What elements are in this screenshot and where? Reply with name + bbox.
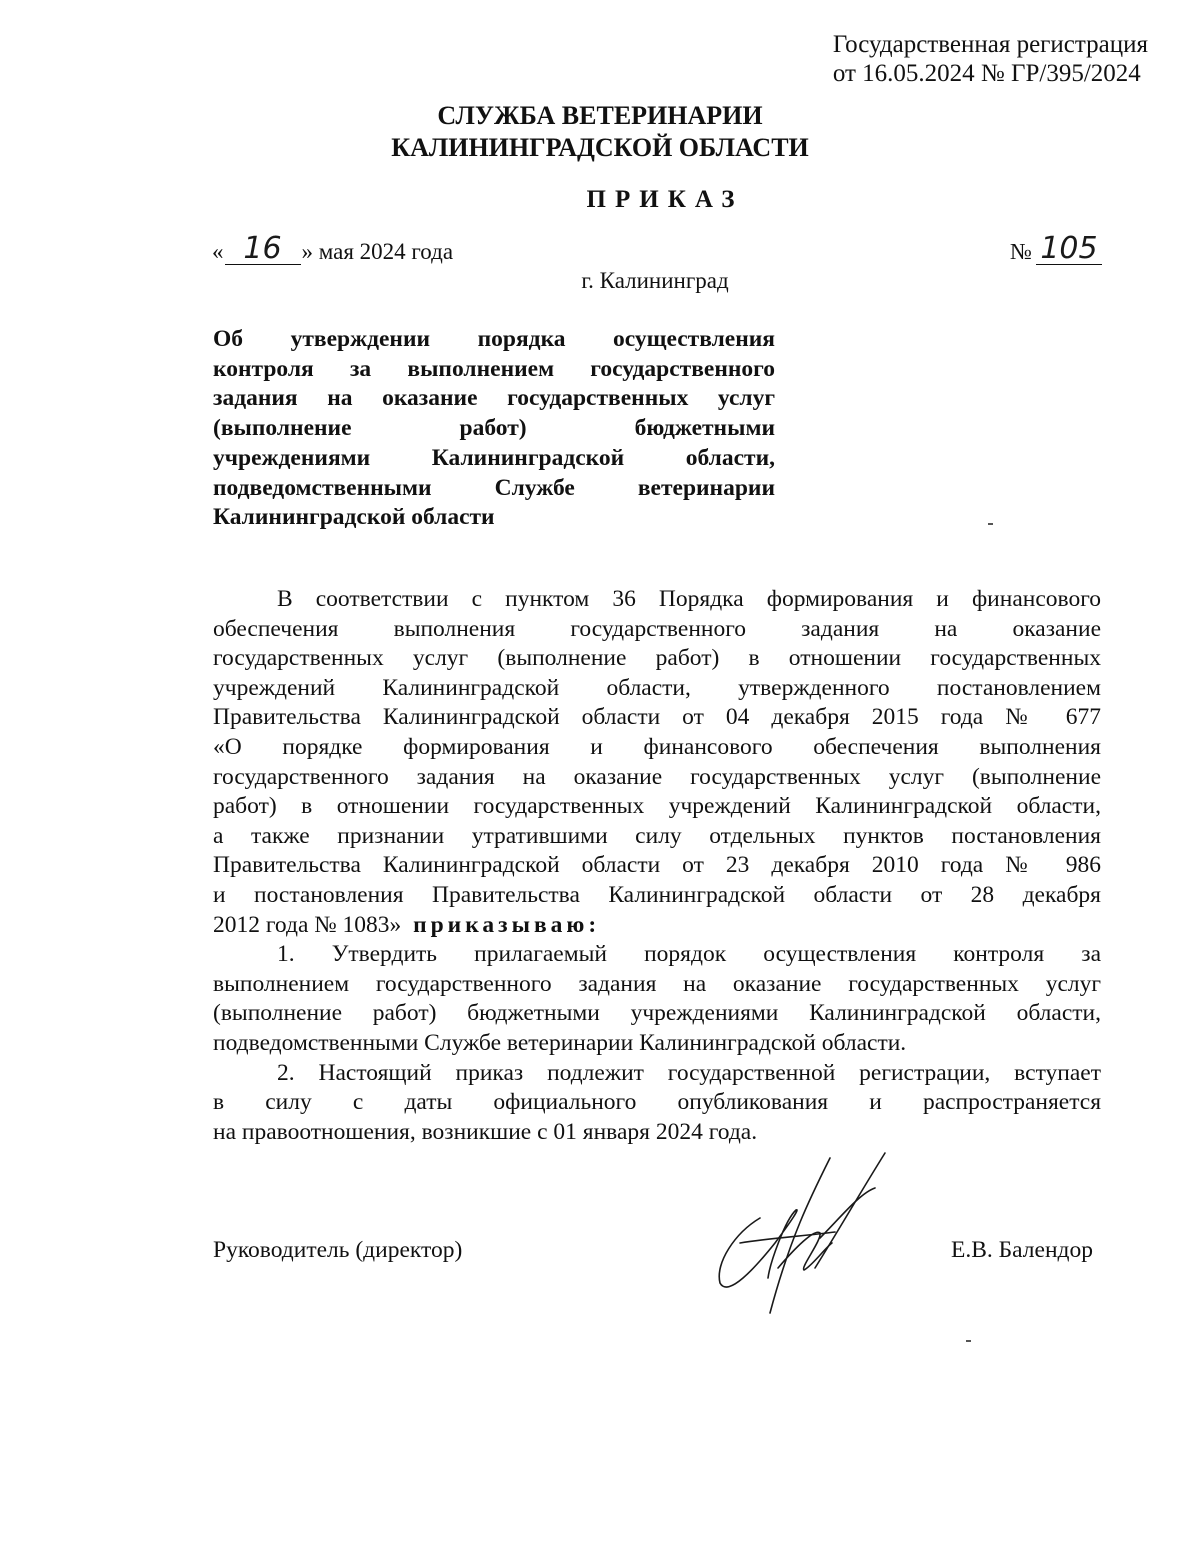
order-body	[213, 585, 1101, 1147]
subject-line: Об утверждении порядка осуществления	[213, 326, 775, 352]
order-number	[1010, 231, 1102, 266]
subject-line: задания на оказание государственных услуг	[213, 385, 775, 412]
document-type: ПРИКАЗ	[586, 186, 744, 213]
preamble-line: работ) в отношении государственных учреждений Калининградской области,	[213, 793, 1101, 820]
authority-header	[0, 100, 1200, 164]
date-day-blank	[225, 231, 301, 266]
date-rest: » мая 2024 года	[301, 239, 454, 264]
preamble-line: государственных услуг (выполнение работ) в отношении государственных	[213, 645, 1101, 672]
preamble-line: обеспечения выполнения государственного задания на оказание	[213, 615, 1101, 642]
subject-line: (выполнение работ) бюджетными	[213, 415, 775, 442]
preamble-line: Правительства Калининградской области от 23 декабря 2010 года № 986	[213, 852, 1101, 879]
item-1-line: выполнением государственного задания на оказание государственных услуг	[213, 970, 1101, 997]
item-2-line: 2. Настоящий приказ подлежит государственной регистрации, вступает	[277, 1059, 1101, 1086]
order-subject	[213, 325, 775, 533]
registration-line-1: Государственная регистрация	[832, 31, 1148, 58]
preamble-final-line	[213, 911, 1101, 941]
authority-line-2: КАЛИНИНГРАДСКОЙ ОБЛАСТИ	[391, 133, 809, 162]
subject-line: подведомственными Службе ветеринарии	[213, 474, 775, 501]
item-2-line: в силу с даты официального опубликования и распространяется	[213, 1089, 1101, 1116]
preamble-line: учреждений Калининградской области, утвержденного постановлением	[213, 674, 1101, 701]
item-1-line: 1. Утвердить прилагаемый порядок осуществления контроля за	[277, 941, 1101, 968]
registration-stamp	[833, 30, 1148, 88]
preamble-line: и постановления Правительства Калининградской области от 28 декабря	[213, 881, 1101, 908]
subject-line: учреждениями Калининградской области,	[213, 444, 775, 471]
date-open-quote: «	[212, 239, 224, 264]
preamble-line: Правительства Калининградской области от 04 декабря 2015 года № 677	[213, 704, 1101, 731]
authority-line-1: СЛУЖБА ВЕТЕРИНАРИИ	[437, 101, 763, 130]
preamble-line: государственного задания на оказание государственных услуг (выполнение	[213, 763, 1101, 790]
preamble-line: «О порядке формирования и финансового обеспечения выполнения	[213, 733, 1101, 760]
item-2-line: на правоотношения, возникшие с 01 января 2024 года.	[213, 1118, 758, 1145]
preamble-line: В соответствии с пунктом 36 Порядка формирования и финансового	[277, 586, 1101, 612]
order-word: приказываю:	[413, 911, 601, 938]
city: г. Калининград	[581, 268, 729, 293]
handwritten-signature	[700, 1148, 900, 1318]
item-1-line: подведомственными Службе ветеринарии Калининградской области.	[213, 1029, 907, 1056]
scan-speck	[988, 523, 993, 525]
number-label: №	[1010, 239, 1032, 264]
number-handwritten: 105	[1040, 231, 1098, 266]
number-blank	[1036, 231, 1102, 266]
scan-speck	[966, 1340, 971, 1342]
registration-line-2: от 16.05.2024 № ГР/395/2024	[832, 60, 1141, 87]
date-day-handwritten: 16	[243, 231, 282, 266]
signatory-title: Руководитель (директор)	[213, 1237, 463, 1263]
preamble-end: 2012 года № 1083»	[213, 911, 402, 938]
preamble-line: а также признании утратившими силу отдельных пунктов постановления	[213, 822, 1101, 849]
item-1-line: (выполнение работ) бюджетными учреждениями Калининградской области,	[213, 1000, 1101, 1027]
subject-line: Калининградской области	[213, 504, 495, 531]
subject-line: контроля за выполнением государственного	[213, 355, 775, 382]
order-date	[212, 231, 454, 266]
signatory-name: Е.В. Балендор	[951, 1237, 1093, 1263]
